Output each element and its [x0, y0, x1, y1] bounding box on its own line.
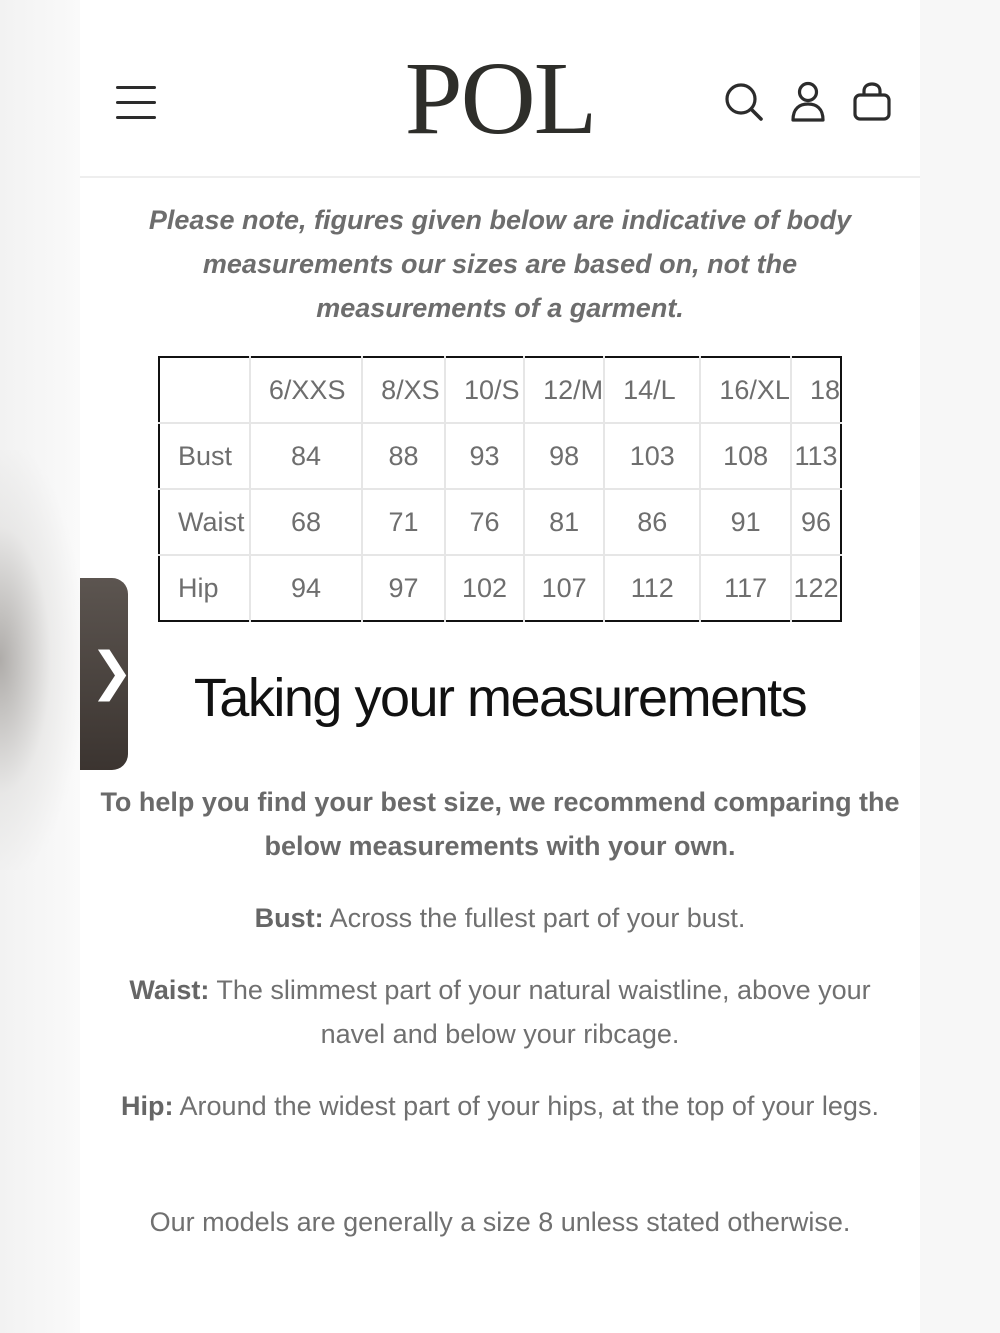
- models-note: Our models are generally a size 8 unless stated otherwise.: [149, 1207, 851, 1237]
- table-cell: 84: [250, 423, 362, 489]
- site-header: [80, 0, 920, 178]
- table-header-cell: 12/M: [524, 357, 604, 423]
- table-cell: 71: [362, 489, 445, 555]
- table-header-cell: 16/XL: [700, 357, 791, 423]
- logo[interactable]: POL: [404, 41, 596, 156]
- waist-term: Waist:: [129, 975, 210, 1005]
- background-left: [0, 0, 80, 1333]
- table-cell: 96: [791, 489, 841, 555]
- hip-term: Hip:: [121, 1091, 174, 1121]
- table-header-cell: 18: [791, 357, 841, 423]
- row-label: Bust: [159, 423, 250, 489]
- table-row: [159, 489, 841, 555]
- row-label: Waist: [159, 489, 250, 555]
- page: [80, 0, 920, 1333]
- row-label: Hip: [159, 555, 250, 621]
- table-cell: 103: [604, 423, 700, 489]
- background-shade: [0, 450, 80, 870]
- waist-text: The slimmest part of your natural waistline, above your navel and below your ribcage.: [209, 975, 871, 1049]
- table-cell: 112: [604, 555, 700, 621]
- table-cell: 107: [524, 555, 604, 621]
- table-cell: 108: [700, 423, 791, 489]
- table-header-cell: 6/XXS: [250, 357, 362, 423]
- table-header-cell: 14/L: [604, 357, 700, 423]
- table-cell: 122: [791, 555, 841, 621]
- table-cell: 91: [700, 489, 791, 555]
- table-cell: 68: [250, 489, 362, 555]
- table-cell: 81: [524, 489, 604, 555]
- size-chart-table: [158, 356, 842, 622]
- table-cell: 113: [791, 423, 841, 489]
- section-heading: Taking your measurements: [193, 668, 807, 728]
- table-row: [159, 423, 841, 489]
- table-cell: 93: [445, 423, 524, 489]
- menu-icon[interactable]: [116, 86, 156, 120]
- table-cell: 86: [604, 489, 700, 555]
- table-cell: 76: [445, 489, 524, 555]
- table-row: [159, 555, 841, 621]
- table-cell: 102: [445, 555, 524, 621]
- chevron-right-icon: ❯: [90, 642, 134, 702]
- bust-description: [110, 896, 890, 940]
- table-header-row: [159, 357, 841, 423]
- account-icon[interactable]: [786, 80, 830, 124]
- table-cell: 117: [700, 555, 791, 621]
- bust-text: Across the fullest part of your bust.: [323, 903, 746, 933]
- hip-description: [110, 1084, 890, 1128]
- table-cell: 94: [250, 555, 362, 621]
- search-icon[interactable]: [722, 80, 766, 124]
- table-header-cell: [159, 357, 250, 423]
- hip-text: Around the widest part of your hips, at the top of your legs.: [173, 1091, 879, 1121]
- section-intro: To help you find your best size, we recommend comparing the below measurements with your own.: [100, 787, 900, 861]
- bag-icon[interactable]: [850, 80, 894, 124]
- table-cell: 97: [362, 555, 445, 621]
- table-header-cell: 8/XS: [362, 357, 445, 423]
- waist-description: [110, 968, 890, 1056]
- size-note: Please note, figures given below are indicative of body measurements our sizes are based on, not the measurements of a garment.: [148, 205, 852, 323]
- table-cell: 88: [362, 423, 445, 489]
- table-cell: 98: [524, 423, 604, 489]
- background-right: [920, 0, 1000, 1333]
- bust-term: Bust:: [254, 903, 324, 933]
- table-header-cell: 10/S: [445, 357, 524, 423]
